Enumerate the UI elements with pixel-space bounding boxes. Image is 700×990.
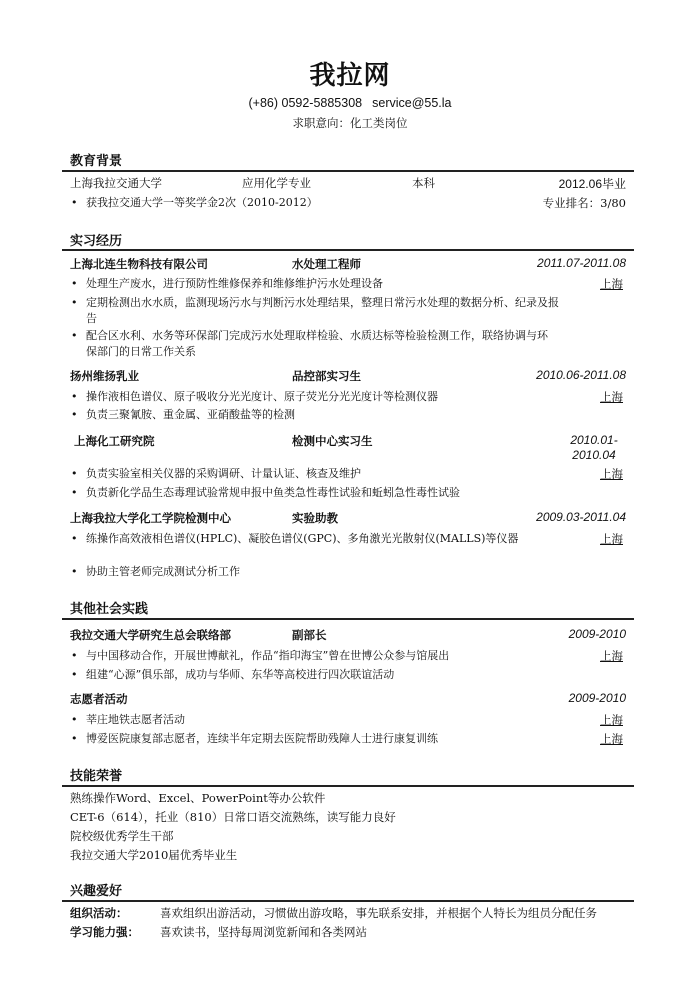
email-address: service@55.la — [372, 96, 452, 110]
role-title: 检测中心实习生 — [292, 434, 373, 448]
role-title: 水处理工程师 — [292, 257, 361, 271]
role-title: 品控部实习生 — [292, 369, 361, 383]
skill-line: 熟练操作Word、Excel、PowerPoint等办公软件 — [70, 791, 326, 805]
skill-line: 院校级优秀学生干部 — [70, 829, 174, 843]
location: 上海 — [600, 713, 623, 727]
organization-name: 志愿者活动 — [70, 692, 128, 706]
major-rank: 专业排名：3/80 — [542, 196, 626, 210]
list-item: • 获我拉交通大学一等奖学金2次（2010-2012） — [86, 195, 546, 211]
list-item: • 负责新化学品生态毒理试验常规申报中鱼类急性毒性试验和蚯蚓急性毒性试验 — [86, 485, 566, 501]
section-divider — [62, 785, 634, 787]
list-item: • 博爱医院康复部志愿者，连续半年定期去医院帮助残障人士进行康复训练 — [86, 731, 546, 747]
date-range: 2009-2010 — [568, 691, 626, 705]
location: 上海 — [600, 390, 623, 404]
list-item: • 组建“心源”俱乐部，成功与华师、东华等高校进行四次联谊活动 — [86, 667, 546, 683]
job-objective: 求职意向：化工类岗位 — [292, 116, 408, 130]
section-title-internships: 实习经历 — [70, 234, 123, 249]
resume-name: 我拉网 — [309, 61, 391, 91]
hobby-label: 组织活动： — [70, 906, 128, 920]
section-divider — [62, 249, 634, 251]
section-title-hobbies: 兴趣爱好 — [70, 884, 123, 899]
list-item: • 负责三聚氰胺、重金属、亚硝酸盐等的检测 — [86, 407, 546, 423]
section-title-social: 其他社会实践 — [70, 602, 149, 617]
hobby-text: 喜欢读书，坚持每周浏览新闻和各类网站 — [160, 925, 367, 939]
list-item: • 操作液相色谱仪、原子吸收分光光度计、原子荧光分光光度计等检测仪器 — [86, 389, 546, 405]
skill-line: 我拉交通大学2010届优秀毕业生 — [70, 848, 238, 862]
role-title: 实验助教 — [292, 511, 338, 525]
list-item: • 练操作高效液相色谱仪(HPLC)、凝胶色谱仪(GPC)、多角激光光散射仪(MALLS)等仪器 — [86, 531, 556, 547]
contact-line — [0, 96, 700, 110]
list-item: • 配合区水利、水务等环保部门完成污水处理取样检验、水质达标等检验检测工作，联络协调与环保部门的日常工作关系 — [86, 328, 556, 360]
school-name: 上海我拉交通大学 — [70, 176, 162, 190]
date-range: 2011.07-2011.08 — [537, 256, 626, 270]
location: 上海 — [600, 732, 623, 746]
date-range: 2009-2010 — [568, 627, 626, 641]
graduation-date: 2012.06毕业 — [558, 177, 626, 191]
degree: 本科 — [412, 176, 435, 190]
section-divider — [62, 618, 634, 620]
location: 上海 — [600, 277, 623, 291]
company-name: 扬州维扬乳业 — [70, 369, 139, 383]
major: 应用化学专业 — [242, 176, 311, 190]
section-title-education: 教育背景 — [70, 154, 123, 169]
date-range: 2010.01-2010.04 — [570, 433, 618, 462]
list-item: • 定期检测出水水质，监测现场污水与判断污水处理结果，整理日常污水处理的数据分析、纪录及报告 — [86, 295, 566, 327]
organization-name: 我拉交通大学研究生总会联络部 — [70, 628, 231, 642]
company-name: 上海我拉大学化工学院检测中心 — [70, 511, 231, 525]
list-item: • 与中国移动合作，开展世博献礼，作品“指印海宝”曾在世博公众参与馆展出 — [86, 648, 546, 664]
location: 上海 — [600, 649, 623, 663]
section-title-skills: 技能荣誉 — [70, 769, 123, 784]
list-item: • 处理生产废水，进行预防性维修保养和维修维护污水处理设备 — [86, 276, 546, 292]
list-item: • 负责实验室相关仪器的采购调研、计量认证、核查及维护 — [86, 466, 546, 482]
company-name: 上海北连生物科技有限公司 — [70, 257, 208, 271]
location: 上海 — [600, 532, 623, 546]
section-divider — [62, 900, 634, 902]
date-range: 2010.06-2011.08 — [536, 368, 626, 382]
hobby-text: 喜欢组织出游活动，习惯做出游攻略，事先联系安排，并根据个人特长为组员分配任务 — [160, 906, 597, 920]
hobby-label: 学习能力强： — [70, 925, 139, 939]
location: 上海 — [600, 467, 623, 481]
skill-line: CET-6（614），托业（810）日常口语交流熟练，读写能力良好 — [70, 810, 396, 824]
phone-number: (+86) 0592-5885308 — [248, 96, 363, 110]
section-divider — [62, 170, 634, 172]
role-title: 副部长 — [292, 628, 327, 642]
list-item: • 莘庄地铁志愿者活动 — [86, 712, 546, 728]
list-item: • 协助主管老师完成测试分析工作 — [86, 564, 546, 580]
company-name: 上海化工研究院 — [74, 434, 155, 448]
date-range: 2009.03-2011.04 — [536, 510, 626, 524]
